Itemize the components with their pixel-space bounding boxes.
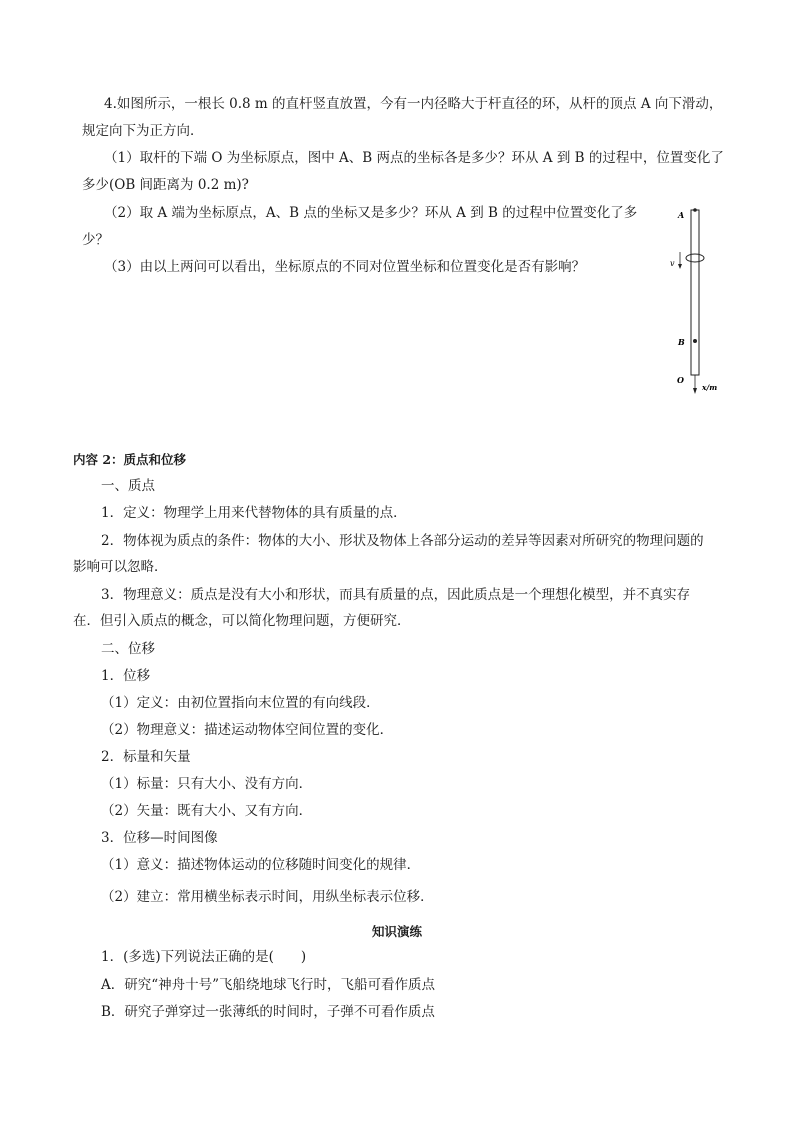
label-v: v bbox=[670, 259, 675, 268]
graph-construction: （2）建立：常用横坐标表示时间，用纵坐标表示位移． bbox=[101, 889, 434, 905]
ring bbox=[686, 254, 704, 262]
problem4-q3: （3）由以上两问可以看出，坐标原点的不同对位置坐标和位置变化是否有影响？ bbox=[104, 259, 586, 275]
vector-definition: （2）矢量：既有大小、又有方向． bbox=[101, 803, 313, 819]
problem4-q2-line1: （2）取 A 端为坐标原点，A、B 点的坐标又是多少？环从 A 到 B 的过程中位置变化了多 bbox=[104, 205, 638, 221]
practice-heading: 知识演练 bbox=[371, 924, 422, 939]
rod bbox=[691, 210, 699, 375]
scalar-vector-title: 2．标量和矢量 bbox=[101, 749, 191, 765]
displacement-definition: （1）定义：由初位置指向末位置的有向线段． bbox=[101, 695, 380, 711]
point-mass-definition: 1．定义：物理学上用来代替物体的具有质量的点． bbox=[101, 505, 407, 521]
graph-title: 3．位移—时间图像 bbox=[101, 830, 218, 846]
problem4-stem-line2: 规定向下为正方向． bbox=[82, 123, 204, 139]
part1-title: 一、质点 bbox=[101, 478, 155, 494]
point-b-dot bbox=[693, 339, 697, 343]
practice-option-b: B．研究子弹穿过一张薄纸的时间时，子弹不可看作质点 bbox=[101, 1004, 435, 1020]
section2-heading: 内容 2：质点和位移 bbox=[73, 452, 187, 467]
label-o: O bbox=[677, 375, 684, 385]
problem4-q1-line1: （1）取杆的下端 O 为坐标原点，图中 A、B 两点的坐标各是多少？环从 A 到 B 的过程中，位置变化了 bbox=[104, 150, 724, 166]
displacement-meaning: （2）物理意义：描述运动物体空间位置的变化． bbox=[101, 722, 394, 738]
label-axis: x/m bbox=[702, 383, 718, 392]
scalar-definition: （1）标量：只有大小、没有方向． bbox=[101, 776, 313, 792]
problem4-q1-line2: 多少(OB 间距离为 0.2 m)? bbox=[82, 177, 249, 193]
velocity-arrowhead bbox=[678, 264, 682, 269]
problem4-stem-line1: 4.如图所示，一根长 0.8 m 的直杆竖直放置，今有一内径略大于杆直径的环，从杆的顶点 A 向下滑动， bbox=[104, 96, 723, 112]
rod-ring-figure bbox=[664, 200, 734, 400]
part2-title: 二、位移 bbox=[101, 641, 155, 657]
point-a-dot bbox=[693, 208, 697, 212]
label-b: B bbox=[678, 337, 685, 347]
point-mass-meaning-line2: 在．但引入质点的概念，可以简化物理问题，方便研究． bbox=[73, 613, 411, 629]
graph-meaning: （1）意义：描述物体运动的位移随时间变化的规律． bbox=[101, 857, 421, 873]
point-mass-meaning-line1: 3．物理意义：质点是没有大小和形状，而具有质量的点，因此质点是一个理想化模型，并不真实存 bbox=[101, 587, 691, 603]
point-mass-condition-line1: 2．物体视为质点的条件：物体的大小、形状及物体上各部分运动的差异等因素对所研究的物理问题的 bbox=[101, 533, 704, 549]
label-a: A bbox=[678, 210, 685, 220]
problem4-q2-line2: 少？ bbox=[82, 232, 109, 248]
x-axis-arrowhead bbox=[693, 388, 697, 394]
practice-q1: 1．(多选)下列说法正确的是( ) bbox=[101, 949, 307, 965]
practice-option-a: A．研究“神舟十号”飞船绕地球飞行时，飞船可看作质点 bbox=[101, 977, 436, 993]
point-mass-condition-line2: 影响可以忽略． bbox=[73, 559, 168, 575]
displacement-title: 1．位移 bbox=[101, 668, 151, 684]
